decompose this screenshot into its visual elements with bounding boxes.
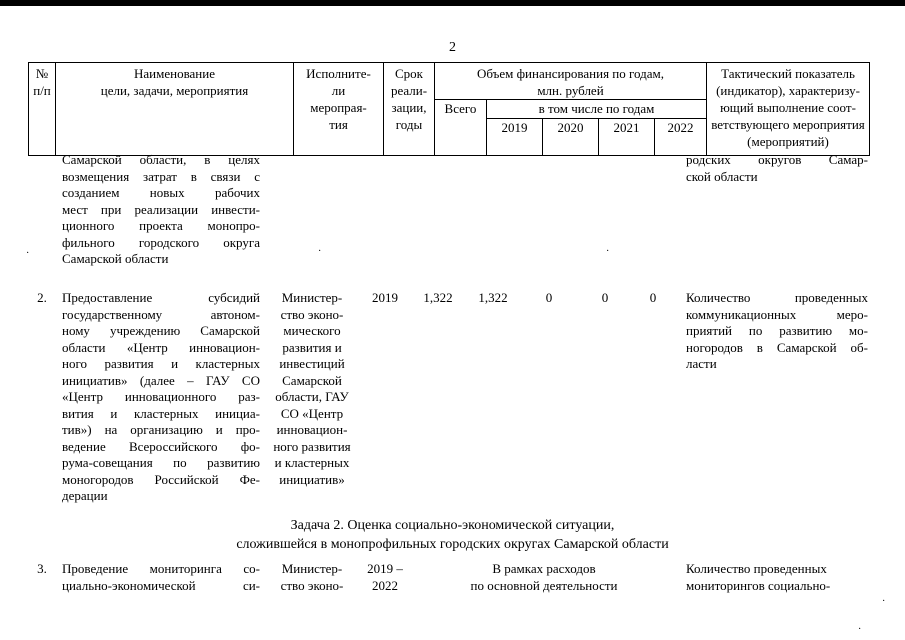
text-line: Самарской (282, 372, 342, 388)
header-text: Тактический показатель (721, 66, 855, 81)
header-col-number (29, 63, 56, 155)
row3-executor (264, 561, 360, 594)
text-line: фильного городского округа (62, 234, 260, 250)
header-text: (индикатор), характеризу- (716, 83, 860, 98)
text-line: ногородов в Самарской об- (686, 339, 868, 355)
row2-2019: 1,322 (478, 290, 508, 305)
text-line: циально-экономической си- (62, 577, 260, 593)
header-col-term (384, 63, 435, 155)
text-line: сложившейся в монопрофильных городских округах Самарской области (236, 537, 669, 552)
text-line: развития и (282, 339, 342, 355)
row2-name (62, 290, 260, 505)
text-line: созданием новых рабочих (62, 185, 260, 200)
text-line: Проведение мониторинга со- (62, 561, 260, 576)
text-line: приятий по развитию мо- (686, 323, 868, 338)
text-line: моногородов Российской Фе- (62, 471, 260, 487)
header-incl-years: в том числе по годам (538, 101, 655, 116)
header-text: Исполните- (306, 66, 371, 81)
text-line: мического (283, 323, 341, 338)
row3-term (358, 561, 412, 594)
text-line: инновацион- (276, 422, 348, 437)
text-line: 2022 (372, 577, 398, 593)
text-line: «Центр инновационного раз- (62, 389, 260, 404)
text-line: ведение Всероссийского фо- (62, 438, 260, 454)
text-line: возмещения затрат в связи с (62, 168, 260, 184)
text-line: 2019 – (367, 561, 403, 576)
table-header (28, 62, 870, 156)
header-text: тия (329, 117, 348, 132)
text-line: тив») на организацию и про- (62, 422, 260, 437)
text-line: ство эконо- (280, 577, 344, 593)
row3-financing (420, 561, 668, 594)
header-text: ли (331, 83, 346, 98)
text-line: области, ГАУ (275, 389, 349, 404)
text-line: вития и кластерных инициа- (62, 405, 260, 421)
text-line: дерации (62, 488, 108, 503)
header-text: ветствующего мероприятия (711, 117, 865, 132)
text-line: ному учреждению Самарской (62, 323, 260, 338)
header-text: зации, (391, 100, 427, 115)
text-line: рума-совещания по развитию (62, 455, 260, 470)
header-col-financing (435, 63, 707, 155)
text-line: области «Центр инновацион- (62, 339, 260, 355)
header-text: п/п (33, 83, 51, 98)
header-text: ющий выполнение соот- (720, 100, 856, 115)
row2-number: 2. (37, 290, 47, 305)
row3-indicator (686, 561, 868, 594)
text-line: инициатив» (далее – ГАУ СО (62, 372, 260, 388)
text-line: Министер- (281, 561, 343, 576)
text-line: мониторингов социально- (686, 577, 831, 593)
header-text: Наименование (134, 66, 215, 81)
scan-speck: · (318, 246, 322, 257)
header-text: цели, задачи, мероприятия (100, 83, 249, 98)
text-line: ской области (686, 168, 758, 184)
text-line: мест при реализации инвести- (62, 201, 260, 217)
header-text: реали- (390, 83, 428, 98)
header-year: 2022 (667, 120, 694, 135)
text-line: Количество проведенных (686, 561, 827, 576)
text-line: Самарской области, в целях (62, 152, 260, 167)
row2-2020: 0 (545, 290, 553, 305)
row2-executor (264, 290, 360, 488)
text-line: ционного проекта монопро- (62, 218, 260, 233)
header-year: 2019 (501, 120, 528, 135)
header-text: Объем финансирования по годам, (476, 66, 665, 81)
page-number: 2 (449, 40, 456, 55)
text-line: Количество проведенных (686, 290, 868, 305)
text-line: ного развития (273, 438, 351, 454)
scan-speck: · (606, 246, 610, 257)
text-line: по основной деятельности (470, 577, 618, 593)
text-line: В рамках расходов (492, 561, 596, 576)
header-year: 2020 (557, 120, 584, 135)
text-line: и кластерных (274, 455, 350, 470)
row2-indicator (686, 290, 868, 373)
header-total: Всего (444, 101, 477, 116)
header-text: (мероприятий) (747, 134, 829, 149)
text-line: родских округов Самар- (686, 152, 868, 167)
text-line: коммуникационных меро- (686, 306, 868, 322)
row3-name (62, 561, 260, 594)
text-line: Министер- (281, 290, 343, 305)
row2-2021: 0 (601, 290, 609, 305)
row2-term: 2019 (372, 290, 398, 305)
text-line: государственному автоном- (62, 306, 260, 322)
scan-speck: · (882, 596, 886, 607)
header-text: годы (395, 117, 423, 132)
header-text: № (35, 66, 49, 81)
header-text: Срок (395, 66, 423, 81)
text-line: ласти (686, 356, 717, 371)
header-text: меропрая- (310, 100, 367, 115)
header-year: 2021 (613, 120, 640, 135)
header-col-name (56, 63, 294, 155)
text-line: инициатив» (279, 471, 345, 487)
row3-number: 3. (37, 561, 47, 576)
text-line: Самарской области (62, 251, 169, 266)
scan-speck: · (858, 624, 862, 635)
header-col-indicator (707, 63, 869, 155)
cont-row-indicator (686, 152, 868, 185)
header-text: млн. рублей (537, 83, 604, 98)
header-col-executor (294, 63, 384, 155)
task2-heading (0, 516, 905, 554)
text-line: СО «Центр (280, 405, 344, 421)
text-line: инвестиций (279, 356, 345, 371)
text-line: ного развития и кластерных (62, 356, 260, 371)
cont-row-name (62, 152, 260, 268)
scan-top-border (0, 0, 905, 6)
scan-speck: · (26, 248, 30, 259)
text-line: Предоставление субсидий (62, 290, 260, 305)
row2-2022: 0 (649, 290, 657, 305)
row2-total: 1,322 (423, 290, 453, 305)
text-line: ство эконо- (280, 306, 344, 322)
text-line: Задача 2. Оценка социально-экономической ситуации, (290, 518, 615, 533)
